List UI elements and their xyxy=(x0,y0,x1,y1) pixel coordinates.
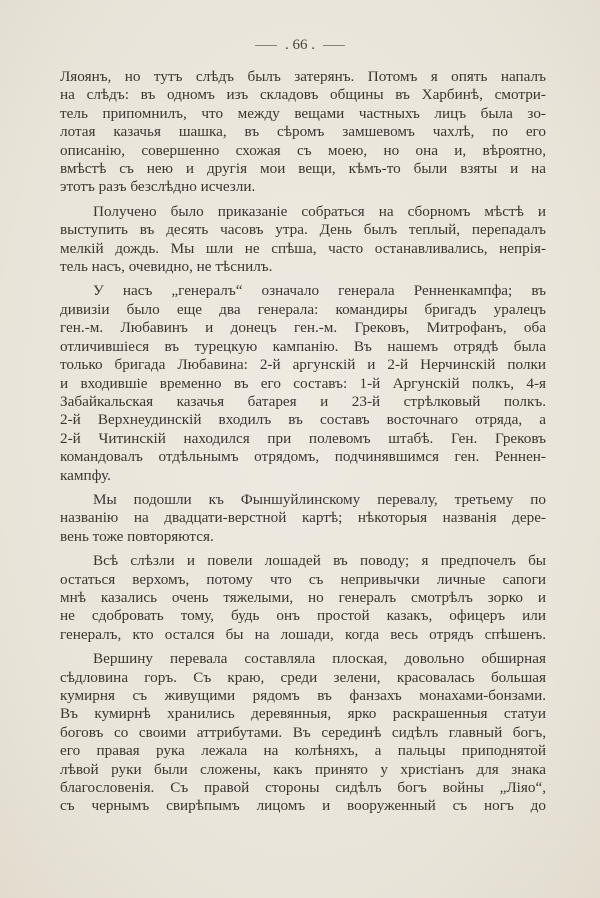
page-number: 66 xyxy=(292,37,308,53)
text-line: боговъ со своими аттрибутами. Въ серединѣ сидѣлъ главный богъ, xyxy=(60,723,546,741)
text-line: на слѣдъ: въ одномъ изъ складовъ общины въ Харбинѣ, смотри- xyxy=(60,86,546,104)
text-line: Забайкальская казачья батарея и 23-й стрѣлковый полкъ. xyxy=(60,392,546,410)
text-line: только бригада Любавина: 2-й аргунскій и 2-й Нерчинскій полки xyxy=(60,356,546,374)
text-line: кумирня съ живущими рядомъ въ фанзахъ монахами-бонзами. xyxy=(60,687,546,704)
text-line: отличившіеся въ турецкую кампанію. Въ нашемъ отрядѣ была xyxy=(60,337,546,355)
text-line: мелкій дождь. Мы шли не спѣша, часто останавливались, непрія- xyxy=(60,239,546,257)
paragraph xyxy=(60,282,546,484)
text-line: вмѣстѣ съ нею и другія мои вещи, кѣмъ-то были взяты и на xyxy=(60,160,546,178)
text-line: лѣвой руки были сложены, какъ принято у христіанъ для знака xyxy=(60,760,546,778)
text-line: кампфу. xyxy=(60,466,111,484)
header-rule-right xyxy=(323,45,345,46)
text-line: 2-й Читинскій находился при полевомъ штабѣ. Ген. Грековъ xyxy=(60,429,546,447)
text-line: 2-й Верхнеудинскій входилъ въ составъ восточнаго отряда, а xyxy=(60,411,546,429)
text-line: Вершину перевала составляла плоская, довольно обширная xyxy=(93,650,546,668)
text-line: Получено было приказаніе собраться на сборномъ мѣстѣ и xyxy=(93,202,546,220)
text-line: Всѣ слѣзли и повели лошадей въ поводу; я предпочелъ бы xyxy=(93,552,546,570)
text-line: описанію, совершенно схожая съ моею, но она и, вѣроятно, xyxy=(60,141,546,159)
text-line: названію на двадцати-верстной картѣ; нѣкоторыя названія дере- xyxy=(60,509,546,527)
text-line: остаться верхомъ, потому что съ непривычки личные сапоги xyxy=(60,570,546,588)
page-header xyxy=(0,37,600,54)
paragraph xyxy=(60,650,546,816)
body-text xyxy=(60,68,546,822)
text-line: благословенія. Съ правой стороны сидѣлъ богъ войны „Ліяо“, xyxy=(60,779,546,797)
text-line: и входившіе временно въ его составъ: 1-й Аргунскій полкъ, 4-я xyxy=(60,374,546,392)
paragraph xyxy=(60,68,546,197)
page-number-dot-left: . xyxy=(285,37,289,53)
text-line: тель припомнилъ, что между вещами частныхъ лицъ была зо- xyxy=(60,104,546,122)
text-line: выступить въ десять часовъ утра. День былъ теплый, перепадалъ xyxy=(60,221,546,239)
paragraph xyxy=(60,491,546,546)
text-line: дивизіи было еще два генерала: командиры бригадъ уралецъ xyxy=(60,300,546,318)
text-line: не сдобровать тому, будь онъ простой казакъ, офицеръ или xyxy=(60,607,546,625)
text-line: Ляоянъ, но тутъ слѣдъ былъ затерянъ. Потомъ я опять напалъ xyxy=(60,68,546,85)
text-line: ген.-м. Любавинъ и донецъ ген.-м. Грековъ, Митрофанъ, оба xyxy=(60,319,546,337)
paragraph xyxy=(60,203,546,277)
text-line: лотая казачья шашка, въ сѣромъ замшевомъ чахлѣ, по его xyxy=(60,123,546,141)
text-line: тель насъ, очевидно, не тѣснилъ. xyxy=(60,258,273,276)
paragraph xyxy=(60,552,546,644)
text-line: его правая рука лежала на колѣняхъ, а пальцы приподнятой xyxy=(60,742,546,760)
text-line: мнѣ казались очень тяжелыми, но генералъ смотрѣлъ зорко и xyxy=(60,588,546,606)
text-line: Мы подошли къ Фыншуйлинскому перевалу, третьему по xyxy=(93,490,546,508)
header-rule-left xyxy=(255,45,277,46)
page-number-dot-right: . xyxy=(311,37,315,53)
text-line: У насъ „генералъ“ означало генерала Ренненкампфа; въ xyxy=(93,282,546,300)
text-line: этотъ разъ безслѣдно исчезли. xyxy=(60,178,256,196)
text-line: Въ кумирнѣ хранились деревянныя, ярко раскрашенныя статуи xyxy=(60,705,546,723)
text-line: съ чернымъ свирѣпымъ лицомъ и вооруженный съ ногъ до xyxy=(60,797,546,815)
text-line: генералъ, кто остался бы на лошади, когда весь отрядъ спѣшенъ. xyxy=(60,625,546,643)
text-line: командовалъ отдѣльнымъ отрядомъ, подчинявшимся ген. Реннен- xyxy=(60,448,546,466)
text-line: вень тоже повторяются. xyxy=(60,527,214,545)
text-line: сѣдловина горъ. Съ краю, среди зелени, красовалась большая xyxy=(60,668,546,686)
